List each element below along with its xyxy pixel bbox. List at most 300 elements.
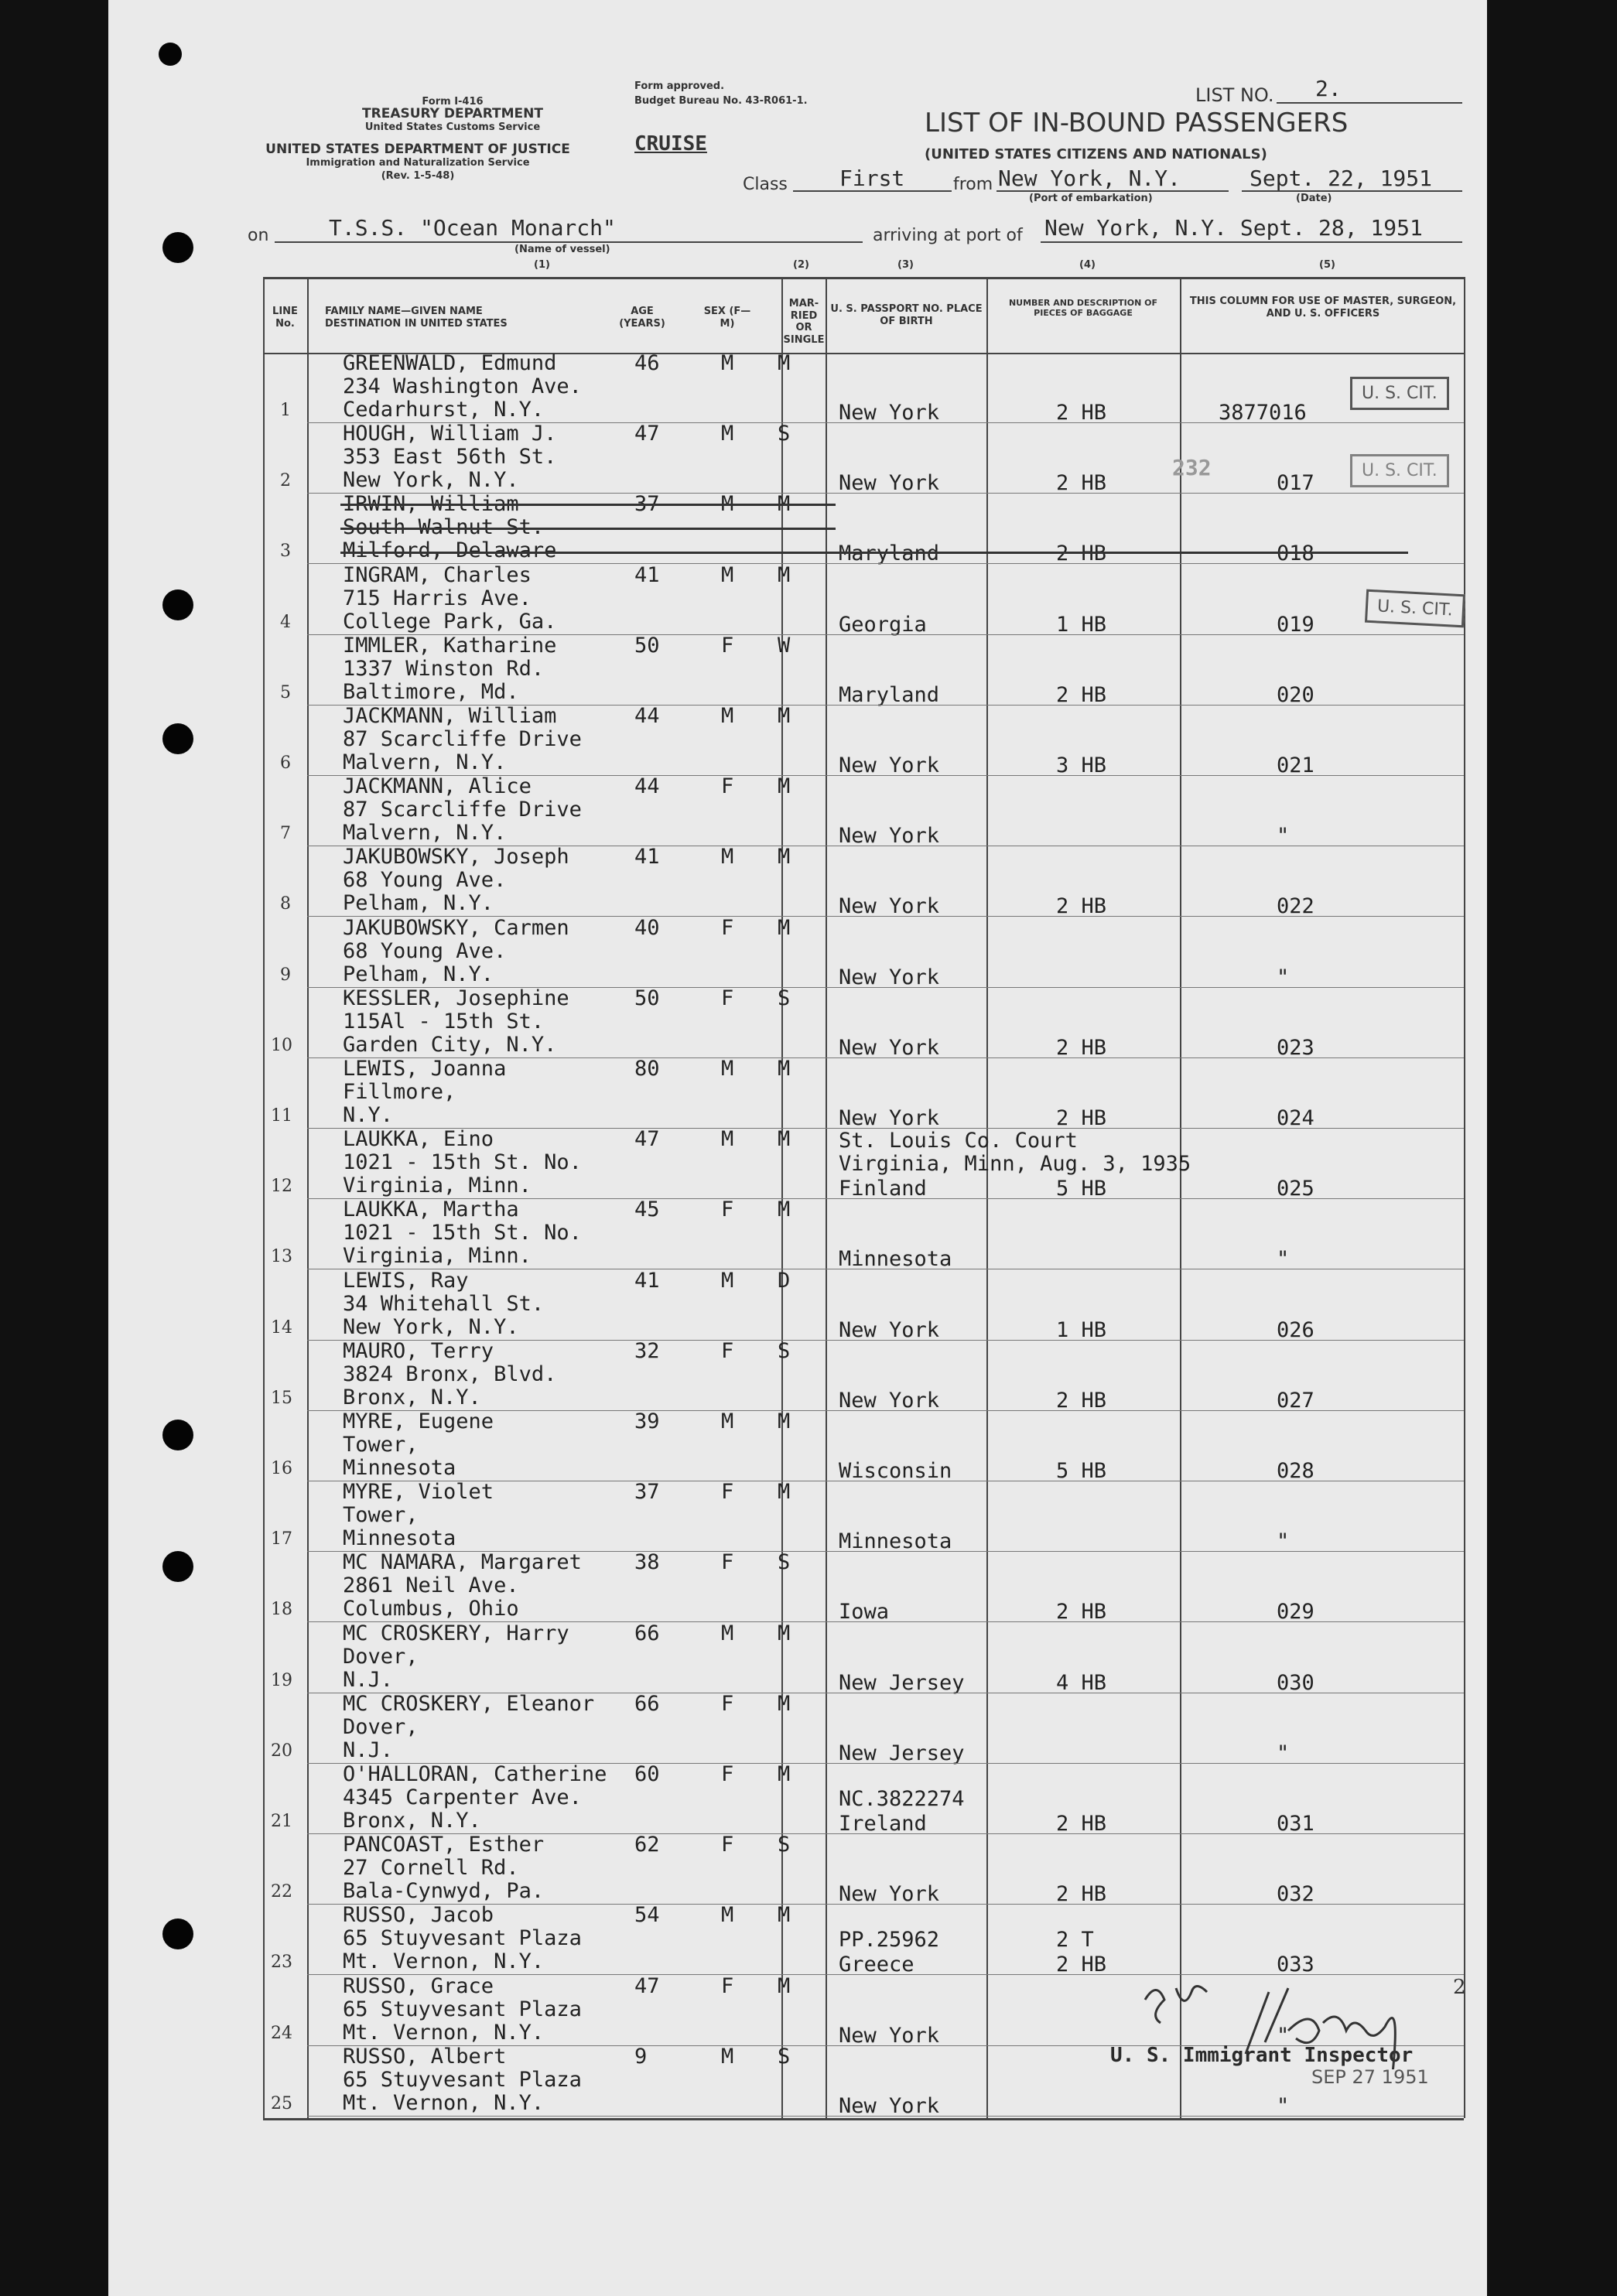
destination-street: 4345 Carpenter Ave.: [343, 1785, 582, 1809]
class-label: Class: [743, 175, 788, 194]
col-sex-header: SEX (F—M): [703, 306, 751, 330]
destination-city: New York, N.Y.: [343, 468, 519, 492]
destination-city: Columbus, Ohio: [343, 1597, 519, 1621]
officer-number: 030: [1277, 1671, 1314, 1695]
line-number: 13: [271, 1247, 292, 1266]
table-row: [0, 1623, 1379, 1693]
baggage: 3 HB: [1056, 753, 1107, 777]
line-number: 21: [271, 1812, 292, 1831]
age-cell: 50: [634, 986, 660, 1010]
destination-city: N.J.: [343, 1738, 394, 1762]
baggage: 1 HB: [1056, 613, 1107, 637]
passenger-name: INGRAM, Charles: [343, 563, 532, 587]
line-number: 8: [280, 894, 291, 914]
passport-line2: PP.25962: [839, 1928, 940, 1952]
treasury-dept: TREASURY DEPARTMENT: [362, 106, 543, 121]
table-row: [0, 1199, 1379, 1269]
sex-cell: F: [721, 634, 734, 658]
marital-status-cell: M: [778, 1974, 791, 1998]
baggage: 2 HB: [1056, 471, 1107, 495]
destination-street: 87 Scarcliffe Drive: [343, 798, 582, 822]
passenger-name: MC CROSKERY, Harry: [343, 1621, 569, 1645]
destination-city: Garden City, N.Y.: [343, 1033, 557, 1057]
passport-line2: Virginia, Minn, Aug. 3, 1935: [839, 1152, 1191, 1176]
officer-number: 028: [1277, 1459, 1314, 1483]
passenger-name: GREENWALD, Edmund: [343, 351, 557, 375]
marital-status-cell: M: [778, 1762, 791, 1786]
officer-number: ": [1277, 824, 1290, 848]
marital-status-cell: S: [778, 422, 791, 446]
baggage: 2 HB: [1056, 1600, 1107, 1624]
age-cell: 37: [634, 492, 660, 516]
officer-number: ": [1277, 1529, 1290, 1553]
sex-cell: M: [721, 492, 734, 516]
passenger-name: IRWIN, William: [343, 492, 519, 516]
destination-city: N.J.: [343, 1668, 394, 1692]
destination-city: College Park, Ga.: [343, 610, 557, 634]
punch-hole: [159, 43, 182, 66]
officer-number: ": [1277, 2024, 1290, 2048]
officer-number: ": [1277, 1741, 1290, 1765]
cruise-label: CRUISE: [634, 132, 707, 155]
marital-status-cell: S: [778, 1550, 791, 1574]
table-row: [0, 1693, 1379, 1764]
col-num-3: (3): [897, 259, 914, 271]
sex-cell: F: [721, 986, 734, 1010]
destination-city: Malvern, N.Y.: [343, 750, 507, 774]
age-cell: 46: [634, 351, 660, 375]
line-number: 10: [271, 1036, 292, 1055]
marital-status-cell: W: [778, 634, 791, 658]
line-number: 6: [280, 753, 291, 773]
table-row: [0, 846, 1379, 917]
passenger-name: KESSLER, Josephine: [343, 986, 569, 1010]
officer-number: 026: [1277, 1318, 1314, 1342]
destination-street: 65 Stuyvesant Plaza: [343, 2068, 582, 2092]
destination-street: 87 Scarcliffe Drive: [343, 727, 582, 751]
sex-cell: F: [721, 1974, 734, 1998]
officer-number: ": [1277, 2094, 1290, 2118]
officer-number: ": [1277, 965, 1290, 989]
passenger-name: IMMLER, Katharine: [343, 634, 557, 658]
marital-status-cell: M: [778, 1409, 791, 1433]
sex-cell: M: [721, 1903, 734, 1927]
line-number: 19: [271, 1671, 292, 1690]
officer-number: 029: [1277, 1600, 1314, 1624]
place-of-birth: New Jersey: [839, 1741, 965, 1765]
line-number: 14: [271, 1318, 292, 1338]
place-of-birth: New York: [839, 401, 940, 425]
passenger-name: RUSSO, Jacob: [343, 1903, 494, 1927]
place-of-birth: Minnesota: [839, 1529, 952, 1553]
sex-cell: F: [721, 916, 734, 940]
officer-number: 024: [1277, 1106, 1314, 1130]
destination-street: 65 Stuyvesant Plaza: [343, 1997, 582, 2021]
baggage: 2 HB: [1056, 401, 1107, 425]
line-number: 12: [271, 1177, 292, 1196]
line-number: 3: [280, 542, 291, 561]
officer-number: 021: [1277, 753, 1314, 777]
passenger-name: JACKMANN, Alice: [343, 774, 532, 798]
place-of-birth: New York: [839, 2024, 940, 2048]
passenger-name: HOUGH, William J.: [343, 422, 557, 446]
age-cell: 41: [634, 845, 660, 869]
destination-street: 2861 Neil Ave.: [343, 1573, 519, 1597]
date-note: (Date): [1296, 193, 1332, 204]
port-embark-note: (Port of embarkation): [1029, 193, 1153, 204]
marital-status-cell: S: [778, 1833, 791, 1857]
age-cell: 47: [634, 1974, 660, 1998]
officer-number: 018: [1277, 542, 1314, 565]
place-of-birth: New York: [839, 753, 940, 777]
destination-street: 1337 Winston Rd.: [343, 657, 545, 681]
table-row: [0, 1270, 1379, 1341]
passenger-name: LAUKKA, Eino: [343, 1127, 494, 1151]
page-title: LIST OF IN-BOUND PASSENGERS: [925, 108, 1349, 138]
sex-cell: F: [721, 1339, 734, 1363]
baggage: 2 HB: [1056, 1389, 1107, 1413]
col-num-2: (2): [793, 259, 809, 271]
destination-city: New York, N.Y.: [343, 1315, 519, 1339]
destination-street: Dover,: [343, 1645, 419, 1669]
age-cell: 39: [634, 1409, 660, 1433]
passport-line1: St. Louis Co. Court: [839, 1129, 1078, 1153]
age-cell: 54: [634, 1903, 660, 1927]
page-subtitle: (UNITED STATES CITIZENS AND NATIONALS): [925, 146, 1267, 162]
destination-city: Virginia, Minn.: [343, 1244, 532, 1268]
destination-city: Mt. Vernon, N.Y.: [343, 2091, 545, 2115]
baggage: 1 HB: [1056, 1318, 1107, 1342]
marital-status-cell: D: [778, 1269, 791, 1293]
destination-city: Pelham, N.Y.: [343, 891, 494, 915]
punch-hole: [162, 232, 193, 263]
age-cell: 40: [634, 916, 660, 940]
line-number: 17: [271, 1529, 292, 1549]
budget-bureau: Budget Bureau No. 43-R061-1.: [634, 95, 808, 107]
sex-cell: M: [721, 2045, 734, 2069]
officer-number: 032: [1277, 1882, 1314, 1906]
arrival-port: New York, N.Y. Sept. 28, 1951: [1044, 215, 1423, 241]
line-number: 5: [280, 683, 291, 702]
passenger-name: RUSSO, Albert: [343, 2045, 507, 2069]
destination-city: Bronx, N.Y.: [343, 1809, 481, 1833]
col-age-header: AGE (YEARS): [619, 306, 665, 330]
sex-cell: F: [721, 1198, 734, 1221]
col-num-5: (5): [1319, 259, 1335, 271]
place-of-birth: New York: [839, 824, 940, 848]
table-row: [0, 1552, 1379, 1622]
col-passport-header: U. S. PASSPORT NO. PLACE OF BIRTH: [830, 303, 983, 327]
stamp-number: 232: [1172, 455, 1212, 480]
destination-street: 68 Young Ave.: [343, 868, 507, 892]
revision: (Rev. 1-5-48): [381, 170, 455, 182]
sex-cell: M: [721, 1269, 734, 1293]
destination-city: Minnesota: [343, 1456, 456, 1480]
destination-street: Tower,: [343, 1503, 419, 1527]
officer-number: 023: [1277, 1036, 1314, 1060]
sex-cell: F: [721, 1833, 734, 1857]
line-number: 9: [280, 965, 291, 985]
line-number: 7: [280, 824, 291, 843]
destination-city: Milford, Delaware: [343, 538, 557, 562]
sex-cell: F: [721, 1550, 734, 1574]
age-cell: 37: [634, 1480, 660, 1504]
destination-city: Cedarhurst, N.Y.: [343, 398, 545, 422]
destination-street: 353 East 56th St.: [343, 445, 557, 469]
table-row: [0, 988, 1379, 1058]
vessel-note: (Name of vessel): [514, 244, 610, 255]
us-cit-stamp: U. S. CIT.: [1350, 454, 1449, 487]
marital-status-cell: M: [778, 351, 791, 375]
line-number: 11: [271, 1106, 292, 1126]
place-of-birth: Wisconsin: [839, 1459, 952, 1483]
officer-number: 019: [1277, 613, 1314, 637]
line-number: 16: [271, 1459, 292, 1478]
age-cell: 62: [634, 1833, 660, 1857]
sex-cell: M: [721, 704, 734, 728]
officer-number: ": [1277, 1247, 1290, 1271]
col-baggage-header: NUMBER AND DESCRIPTION OF PIECES OF BAGGAGE: [1008, 298, 1158, 319]
place-of-birth: Greece: [839, 1953, 914, 1977]
marital-status-cell: M: [778, 1057, 791, 1081]
list-no-value: 2.: [1315, 76, 1342, 101]
officer-number: 027: [1277, 1389, 1314, 1413]
officer-number: 020: [1277, 683, 1314, 707]
place-of-birth: New York: [839, 1318, 940, 1342]
on-label: on: [248, 226, 269, 245]
destination-street: 234 Washington Ave.: [343, 374, 582, 398]
destination-street: Fillmore,: [343, 1080, 456, 1104]
from-value: New York, N.Y.: [998, 166, 1181, 191]
marital-status-cell: S: [778, 2045, 791, 2069]
line-number: 2: [280, 471, 291, 490]
destination-street: 3824 Bronx, Blvd.: [343, 1362, 557, 1386]
destination-city: Mt. Vernon, N.Y.: [343, 1949, 545, 1973]
sex-cell: M: [721, 845, 734, 869]
sex-cell: M: [721, 1621, 734, 1645]
passenger-name: LEWIS, Joanna: [343, 1057, 507, 1081]
us-cit-stamp: U. S. CIT.: [1365, 589, 1465, 628]
col-officers-header: THIS COLUMN FOR USE OF MASTER, SURGEON, AND U. S. OFFICERS: [1189, 296, 1457, 319]
baggage: 2 HB: [1056, 1953, 1107, 1977]
marital-status-cell: M: [778, 1621, 791, 1645]
line-number: 4: [280, 613, 291, 632]
passenger-name: JAKUBOWSKY, Joseph: [343, 845, 569, 869]
table-row: [0, 1129, 1379, 1199]
customs-service: United States Customs Service: [364, 121, 541, 133]
age-cell: 45: [634, 1198, 660, 1221]
age-cell: 47: [634, 422, 660, 446]
sex-cell: M: [721, 563, 734, 587]
destination-street: 65 Stuyvesant Plaza: [343, 1926, 582, 1950]
baggage: 5 HB: [1056, 1177, 1107, 1201]
sex-cell: F: [721, 774, 734, 798]
baggage: 5 HB: [1056, 1459, 1107, 1483]
inspector-label: U. S. Immigrant Inspector: [1110, 2044, 1414, 2067]
marital-status-cell: M: [778, 1198, 791, 1221]
line-number: 23: [271, 1953, 292, 1972]
destination-city: Mt. Vernon, N.Y.: [343, 2021, 545, 2045]
destination-city: Bala-Cynwyd, Pa.: [343, 1879, 545, 1903]
marital-status-cell: M: [778, 704, 791, 728]
line-number: 24: [271, 2024, 292, 2043]
destination-street: 1021 - 15th St. No.: [343, 1150, 582, 1174]
place-of-birth: Georgia: [839, 613, 927, 637]
officer-number: 3877016: [1219, 401, 1307, 425]
line-number: 18: [271, 1600, 292, 1619]
destination-city: Pelham, N.Y.: [343, 962, 494, 986]
place-of-birth: New York: [839, 1389, 940, 1413]
officer-number: 017: [1277, 471, 1314, 495]
line-number: 1: [280, 401, 291, 420]
passenger-name: JACKMANN, William: [343, 704, 557, 728]
baggage: 2 HB: [1056, 1106, 1107, 1130]
table-row: [0, 1481, 1379, 1552]
destination-city: Minnesota: [343, 1526, 456, 1550]
sex-cell: F: [721, 1692, 734, 1716]
table-row: [0, 1341, 1379, 1411]
passenger-name: RUSSO, Grace: [343, 1974, 494, 1998]
place-of-birth: New York: [839, 965, 940, 989]
table-row: [0, 1058, 1379, 1129]
place-of-birth: New York: [839, 894, 940, 918]
form-approved: Form approved.: [634, 80, 725, 92]
destination-street: 27 Cornell Rd.: [343, 1856, 519, 1880]
col-num-1: (1): [534, 259, 550, 271]
destination-street: 715 Harris Ave.: [343, 586, 532, 610]
destination-street: Tower,: [343, 1433, 419, 1457]
destination-city: Bronx, N.Y.: [343, 1385, 481, 1409]
place-of-birth: New York: [839, 2094, 940, 2118]
baggage: 2 HB: [1056, 1812, 1107, 1836]
age-cell: 41: [634, 563, 660, 587]
baggage: 2 HB: [1056, 1882, 1107, 1906]
place-of-birth: Iowa: [839, 1600, 890, 1624]
passenger-name: JAKUBOWSKY, Carmen: [343, 916, 569, 940]
place-of-birth: Minnesota: [839, 1247, 952, 1271]
place-of-birth: New Jersey: [839, 1671, 965, 1695]
baggage: 2 HB: [1056, 683, 1107, 707]
passenger-name: MC NAMARA, Margaret: [343, 1550, 582, 1574]
age-cell: 32: [634, 1339, 660, 1363]
baggage: 2 HB: [1056, 894, 1107, 918]
marital-status-cell: M: [778, 845, 791, 869]
marital-status-cell: S: [778, 1339, 791, 1363]
table-row: [0, 1905, 1379, 1975]
from-date: Sept. 22, 1951: [1250, 166, 1433, 191]
place-of-birth: Maryland: [839, 542, 940, 565]
age-cell: 60: [634, 1762, 660, 1786]
destination-street: 34 Whitehall St.: [343, 1292, 545, 1316]
date-stamp: SEP 27 1951: [1311, 2066, 1429, 2088]
arriving-label: arriving at port of: [873, 226, 1023, 245]
age-cell: 9: [634, 2045, 648, 2069]
marital-status-cell: M: [778, 1903, 791, 1927]
marital-status-cell: M: [778, 916, 791, 940]
sex-cell: M: [721, 351, 734, 375]
line-number: 20: [271, 1741, 292, 1761]
marital-status-cell: M: [778, 1127, 791, 1151]
table-row: [0, 917, 1379, 988]
place-of-birth: Finland: [839, 1177, 927, 1201]
age-cell: 66: [634, 1692, 660, 1716]
marital-status-cell: M: [778, 1480, 791, 1504]
sex-cell: F: [721, 1762, 734, 1786]
passenger-name: PANCOAST, Esther: [343, 1833, 545, 1857]
line-number: 22: [271, 1882, 292, 1901]
age-cell: 50: [634, 634, 660, 658]
baggage-line1: 2 T: [1056, 1928, 1094, 1952]
list-no-label: LIST NO.: [1195, 84, 1274, 106]
marital-status-cell: M: [778, 774, 791, 798]
destination-city: N.Y.: [343, 1103, 394, 1127]
table-row: [0, 635, 1379, 706]
class-value: First: [839, 166, 905, 191]
destination-street: 115Al - 15th St.: [343, 1010, 545, 1034]
col-name-header: FAMILY NAME—GIVEN NAME DESTINATION IN UNITED STATES: [325, 306, 508, 330]
inspector-signature: [1130, 1969, 1455, 2069]
age-cell: 66: [634, 1621, 660, 1645]
place-of-birth: Ireland: [839, 1812, 927, 1836]
table-row: [0, 1834, 1379, 1905]
passenger-name: O'HALLORAN, Catherine: [343, 1762, 607, 1786]
passenger-name: MYRE, Violet: [343, 1480, 494, 1504]
place-of-birth: New York: [839, 471, 940, 495]
officer-number: 025: [1277, 1177, 1314, 1201]
destination-city: Virginia, Minn.: [343, 1174, 532, 1198]
passenger-name: LAUKKA, Martha: [343, 1198, 519, 1221]
sex-cell: M: [721, 1409, 734, 1433]
justice-dept: UNITED STATES DEPARTMENT OF JUSTICE: [265, 142, 570, 157]
ins-service: Immigration and Naturalization Service: [306, 157, 530, 169]
table-row: [0, 1411, 1379, 1481]
col-line-header: LINE No.: [272, 306, 298, 330]
age-cell: 38: [634, 1550, 660, 1574]
age-cell: 80: [634, 1057, 660, 1081]
place-of-birth: New York: [839, 1882, 940, 1906]
sex-cell: M: [721, 1127, 734, 1151]
destination-city: Baltimore, Md.: [343, 680, 519, 704]
table-row: [0, 706, 1379, 776]
col-married-header: MAR-RIED OR SINGLE: [783, 298, 825, 346]
line-number: 25: [271, 2094, 292, 2113]
age-cell: 41: [634, 1269, 660, 1293]
col-num-4: (4): [1079, 259, 1096, 271]
destination-city: Malvern, N.Y.: [343, 821, 507, 845]
place-of-birth: Maryland: [839, 683, 940, 707]
age-cell: 47: [634, 1127, 660, 1151]
passenger-name: MYRE, Eugene: [343, 1409, 494, 1433]
table-row: [0, 494, 1379, 564]
marital-status-cell: S: [778, 986, 791, 1010]
table-row: [0, 776, 1379, 846]
destination-street: Dover,: [343, 1715, 419, 1739]
place-of-birth: New York: [839, 1036, 940, 1060]
destination-street: South Walnut St.: [343, 515, 545, 539]
officer-number: 033: [1277, 1953, 1314, 1977]
baggage: 2 HB: [1056, 542, 1107, 565]
vessel-name: T.S.S. "Ocean Monarch": [329, 215, 616, 241]
marital-status-cell: M: [778, 492, 791, 516]
baggage: 4 HB: [1056, 1671, 1107, 1695]
officer-number: 031: [1277, 1812, 1314, 1836]
age-cell: 44: [634, 774, 660, 798]
place-of-birth: New York: [839, 1106, 940, 1130]
passport-line2: NC.3822274: [839, 1787, 965, 1811]
passenger-name: LEWIS, Ray: [343, 1269, 469, 1293]
handwritten-number: 2: [1453, 1976, 1466, 1999]
destination-street: 1021 - 15th St. No.: [343, 1221, 582, 1245]
